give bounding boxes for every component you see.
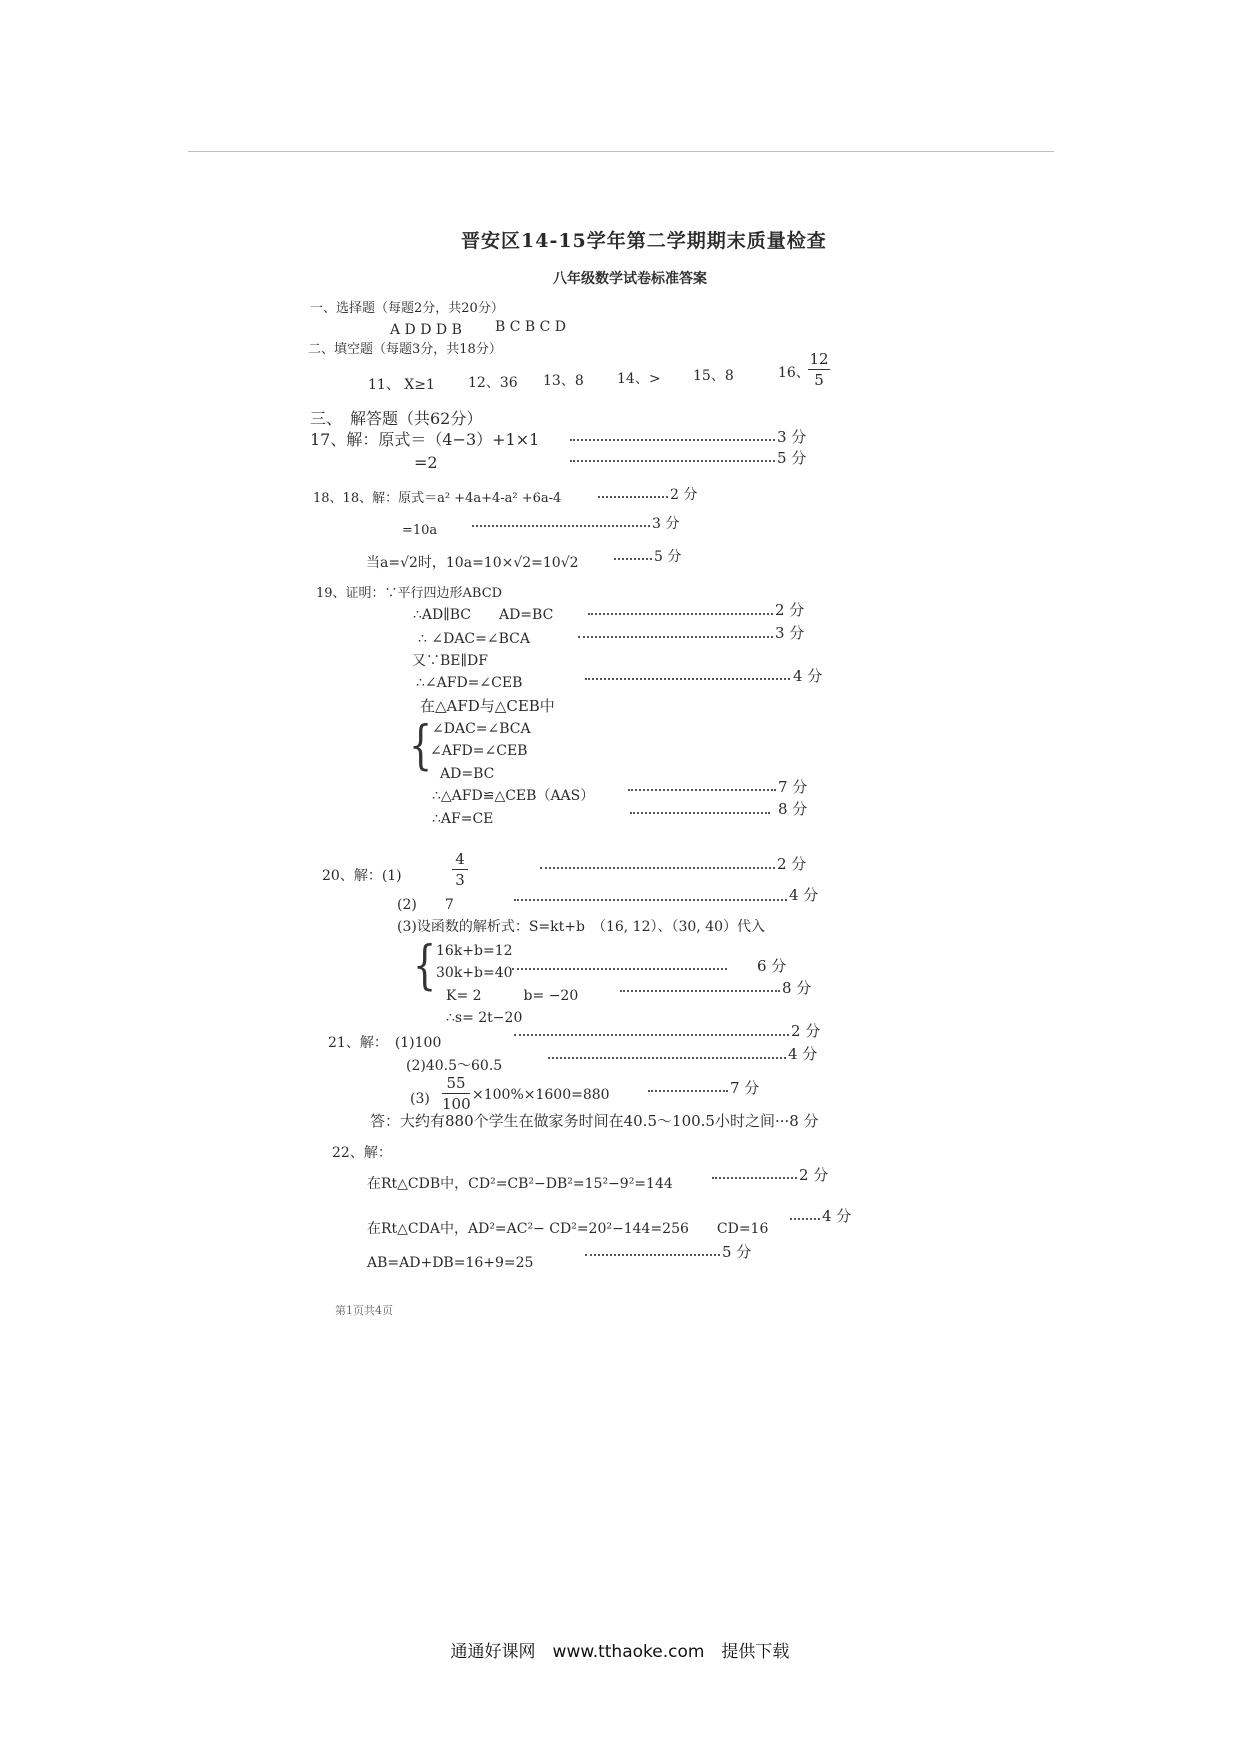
- q18-score1: 2 分: [670, 487, 698, 503]
- q19-brace-line2: ∠AFD=∠CEB: [430, 743, 528, 759]
- q20-equation1: 16k+b=12: [436, 943, 513, 959]
- section1-answers-b: B C B C D: [495, 319, 567, 335]
- q18-score3: 5 分: [654, 549, 682, 565]
- q19-dots7: [630, 812, 770, 814]
- fraction-bar: [452, 869, 468, 870]
- q17-dots2: [570, 460, 775, 462]
- q17-score1: 3 分: [777, 428, 807, 446]
- q18-dots3: [614, 558, 652, 560]
- fraction-numerator: 4: [455, 850, 465, 868]
- q21-score3: 7 分: [730, 1079, 760, 1097]
- q20-score3: 6 分: [757, 957, 787, 975]
- q21-dots3: [648, 1090, 728, 1092]
- q20-line3: (3)设函数的解析式：S=kt+b （16, 12）、（30, 40）代入: [397, 919, 766, 935]
- q19-line2: ∴ ∠DAC=∠BCA: [418, 631, 530, 647]
- q22-dots2: [790, 1218, 820, 1220]
- q21-fraction: [442, 1074, 470, 1113]
- q22-label: 22、解：: [332, 1145, 392, 1161]
- fill-answer-12: 12、36: [468, 375, 518, 391]
- q17-line1: 17、解：原式＝（4−3）+1×1: [310, 430, 540, 449]
- q20-score4: 8 分: [782, 979, 812, 997]
- q20-left-brace: {: [412, 936, 437, 996]
- doc-title: 晋安区14-15学年第二学期期末质量检查: [461, 230, 827, 252]
- q20-line5: ∴s= 2t−20: [446, 1010, 523, 1026]
- q18-line3: 当a=√2时，10a=10×√2=10√2: [366, 555, 579, 571]
- q19-dots4: [585, 678, 790, 680]
- q20-line2: (2) 7: [397, 897, 454, 913]
- q20-score2: 4 分: [789, 886, 819, 904]
- fraction-bar: [442, 1093, 470, 1094]
- q19-dots1: [588, 613, 773, 615]
- q19-dots2: [578, 636, 773, 638]
- q19-dots6: [628, 789, 776, 791]
- q19-brace-line1: ∠DAC=∠BCA: [432, 721, 531, 737]
- q21-score2: 4 分: [788, 1045, 818, 1063]
- section2-heading: 二、填空题（每题3分，共18分）: [308, 342, 502, 357]
- q22-score1: 2 分: [799, 1166, 829, 1184]
- top-rule: [188, 151, 1054, 152]
- q21-line2: (2)40.5～60.5: [406, 1058, 503, 1074]
- q18-score2: 3 分: [652, 516, 680, 532]
- q19-left-brace: {: [408, 716, 433, 776]
- q20-dots3: [512, 968, 727, 970]
- q22-line3: AB=AD+DB=16+9=25: [367, 1255, 534, 1271]
- q18-line1: 18、18、解：原式＝a² +4a+4-a² +6a-4: [313, 491, 562, 506]
- fill-answer-16: 16、: [778, 365, 810, 381]
- q21-score1: 2 分: [791, 1022, 821, 1040]
- q21-line1: 21、解： (1)100: [328, 1035, 442, 1051]
- q19-score7: 8 分: [778, 800, 808, 818]
- section1-heading: 一、选择题（每题2分，共20分）: [310, 301, 504, 316]
- fraction-denominator: 3: [455, 871, 465, 889]
- fraction-bar: [808, 369, 830, 370]
- q19-brace-line3: AD=BC: [440, 766, 495, 782]
- q21-dots2: [548, 1057, 786, 1059]
- q19-line0: 19、证明：∵平行四边形ABCD: [316, 586, 503, 601]
- q22-score3: 5 分: [722, 1243, 752, 1261]
- q20-answer1-fraction: [452, 850, 468, 889]
- q21-line3-prefix: (3): [410, 1091, 430, 1107]
- q19-line3: 又∵BE∥DF: [412, 653, 488, 669]
- q20-line4: K= 2 b= −20: [446, 988, 579, 1004]
- q22-line2: 在Rt△CDA中，AD²=AC²− CD²=20²−144=256 CD=16: [367, 1221, 769, 1237]
- q17-dots1: [570, 439, 775, 441]
- q20-score1: 2 分: [777, 855, 807, 873]
- fill-answer-13: 13、8: [543, 373, 584, 389]
- doc-subtitle: 八年级数学试卷标准答案: [553, 271, 707, 287]
- q20-label: 20、解：(1): [322, 868, 402, 884]
- q18-dots1: [598, 496, 668, 498]
- q19-score4: 4 分: [793, 667, 823, 685]
- q21-line3-suffix: ×100%×1600=880: [472, 1087, 610, 1103]
- fraction-denominator: 5: [814, 371, 824, 389]
- q20-dots4: [620, 990, 780, 992]
- q17-score2: 5 分: [777, 449, 807, 467]
- q19-line5: 在△AFD与△CEB中: [420, 697, 555, 715]
- q21-dots1: [514, 1034, 789, 1036]
- section1-answers-a: A D D D B: [390, 322, 462, 338]
- section3-heading: 三、 解答题（共62分）: [310, 409, 483, 428]
- fill-answer-11: 11、 X≥1: [368, 377, 435, 393]
- fill-answer-16-fraction: [808, 350, 830, 389]
- fill-answer-15: 15、8: [693, 368, 734, 384]
- q20-dots2: [514, 899, 787, 901]
- q19-line6: ∴△AFD≌△CEB（AAS）: [432, 788, 595, 804]
- q19-line1: ∴AD∥BC AD=BC: [413, 607, 554, 623]
- q20-dots1: [540, 867, 775, 869]
- footer-credit: 通通好课网 www.tthaoke.com 提供下载: [450, 1642, 790, 1662]
- q22-dots3: [585, 1254, 720, 1256]
- q17-line2: =2: [414, 453, 438, 472]
- q19-line7: ∴AF=CE: [432, 811, 494, 827]
- q19-score6: 7 分: [778, 778, 808, 796]
- q22-score2: 4 分: [822, 1207, 852, 1225]
- q19-line4: ∴∠AFD=∠CEB: [416, 675, 523, 691]
- q18-line2: =10a: [402, 523, 438, 538]
- fill-answer-14: 14、>: [617, 371, 661, 387]
- q18-dots2: [472, 525, 650, 527]
- q19-score2: 3 分: [775, 624, 805, 642]
- q21-answer: 答：大约有880个学生在做家务时间在40.5～100.5小时之间···8 分: [370, 1112, 819, 1130]
- fraction-denominator: 100: [442, 1095, 471, 1113]
- page-marker: 第1页共4页: [335, 1304, 393, 1317]
- q22-line1: 在Rt△CDB中，CD²=CB²−DB²=15²−9²=144: [367, 1176, 673, 1192]
- fraction-numerator: 12: [809, 350, 829, 368]
- q20-equation2: 30k+b=40: [436, 965, 513, 981]
- fraction-numerator: 55: [446, 1074, 466, 1092]
- q19-score1: 2 分: [775, 601, 805, 619]
- q22-dots1: [712, 1177, 797, 1179]
